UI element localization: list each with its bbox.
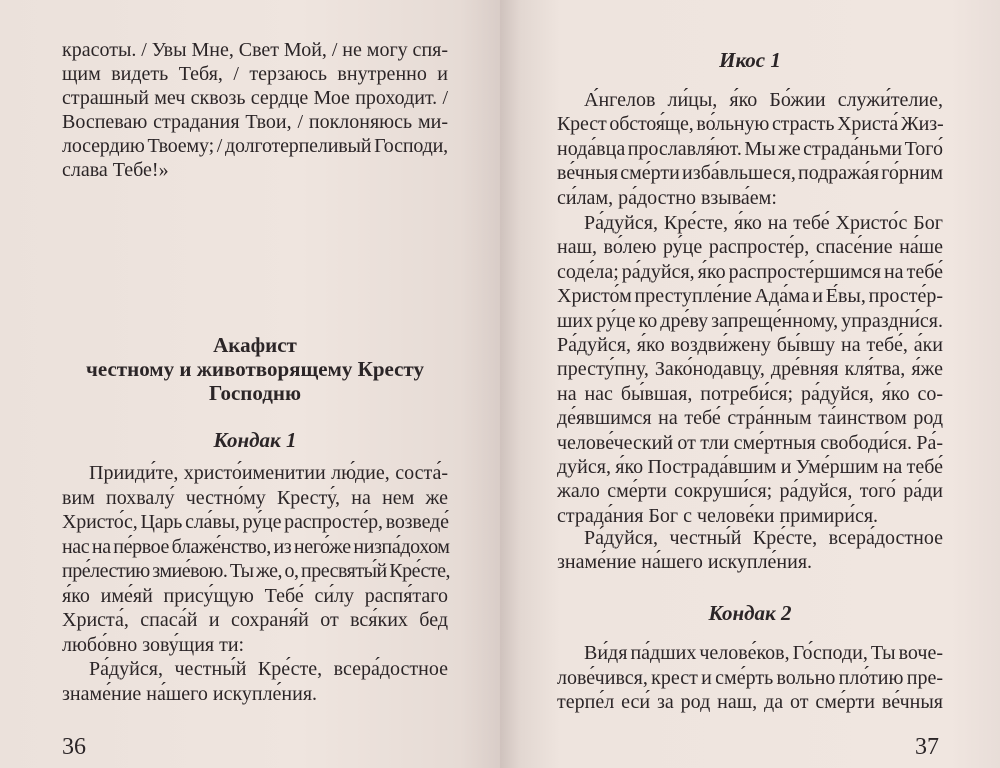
- text-line: я́ко име́яй прису́щую Тебе́ си́лу распя́таго: [62, 584, 448, 607]
- text-line: Ра́дуйся, я́ко воздви́жену бы́вшу на тебе́, а́ки: [557, 334, 943, 356]
- text-line: престу́пну, Зако́нодавцу, дре́вняя кля́тва, я́же: [557, 358, 943, 381]
- text-line: Христо́м преступле́ние Ада́ма и Е́вы, просте́р-: [557, 285, 943, 308]
- text-line: Ви́дя па́дших челове́ков, Го́споди, Ты воче-: [584, 642, 943, 664]
- right-page: [500, 0, 1000, 768]
- text-line: лове́чився, крест и сме́рть вольно пло́тию пре-: [557, 666, 943, 689]
- text-line: красоты. / Увы Мне, Свет Мой, / не могу спя-: [62, 39, 449, 61]
- text-line: вим похвалу́ честно́му Кресту́, на нем же: [62, 486, 448, 509]
- text-line: челове́ческий от тли сме́ртныя свободи́ся. Ра́-: [557, 431, 943, 454]
- text-line: знаме́ние на́шего искупле́ния.: [557, 551, 813, 574]
- text-line: на нас бы́вшая, потреби́ся; ра́дуйся, я́ко со-: [557, 382, 943, 405]
- text-line: щим видеть Тебя, / терзаюсь внутренно и: [62, 63, 448, 85]
- text-line: Воспеваю страдания Твои, / поклоняюсь ми-: [62, 111, 448, 133]
- text-line: Христо́с, Царь сла́вы, ру́це распросте́р, возведе́: [62, 511, 449, 533]
- page-number-right: 37: [915, 734, 939, 760]
- text-line: Христа́, спаса́й и сохраня́й от вся́ких бед: [62, 609, 448, 631]
- text-line: любо́вно зову́щия ти:: [62, 633, 245, 656]
- text-line: Ра́дуйся, честны́й Кре́сте, всера́достное: [584, 527, 943, 549]
- text-line: терпе́л еси́ за род наш, да от сме́рти ве́чныя: [557, 691, 943, 713]
- text-line: Крест обстоя́ще, во́льную страсть Христа́ Жиз-: [557, 113, 944, 136]
- section-title: Господню: [208, 381, 302, 405]
- section-subtitle: Икос 1: [719, 48, 781, 72]
- text-line: соде́ла; ра́дуйся, я́ко распросте́ршимся на тебе́: [557, 260, 943, 283]
- text-line: де́явшимся на тебе́ стра́нным та́инством род: [557, 407, 943, 430]
- section-subtitle: Кондак 2: [708, 601, 792, 625]
- text-line: жало сме́рти сокруши́ся; ра́дуйся, того́ ра́ди: [557, 480, 943, 503]
- page-number-left: 36: [62, 734, 86, 760]
- text-line: слава Тебе!»: [62, 159, 169, 181]
- text-line: А́нгелов ли́цы, я́ко Бо́жии служи́телие,: [584, 89, 943, 111]
- section-title: Акафист: [213, 333, 297, 357]
- text-line: лосердию Твоему; / долготерпеливый Господи,: [62, 135, 449, 157]
- text-line: ших ру́це ко дре́ву запреще́нному, упраздни́ся.: [557, 309, 943, 332]
- text-line: Прииди́те, христо́именитии лю́дие, соста́-: [89, 462, 448, 484]
- text-line: знаме́ние на́шего искупле́ния.: [62, 682, 318, 705]
- text-line: си́лам, ра́достно взыва́ем:: [557, 186, 777, 209]
- text-line: дуйся, я́ко Пострада́вшим и Уме́ршим на тебе́: [557, 456, 943, 478]
- text-line: пре́лестию змие́вою. Ты же, о, пресвяты́й Кре́сте,: [62, 560, 450, 582]
- section-subtitle: Кондак 1: [213, 428, 297, 452]
- text-line: наш, во́лею ру́це распросте́р, спасе́ние на́ше: [557, 236, 943, 259]
- text-line: Ра́дуйся, честны́й Кре́сте, всера́достное: [89, 658, 448, 680]
- text-line: Ра́дуйся, Кре́сте, я́ко на тебе́ Христо́с Бог: [584, 212, 943, 234]
- text-line: страда́ния Бог с челове́ки примири́ся.: [557, 504, 879, 527]
- text-line: страшный меч сквозь сердце Мое проходит. /: [62, 87, 448, 109]
- text-line: нода́вца прославля́ют. Мы же страда́ньми Того́: [557, 137, 943, 160]
- section-title: честному и животворящему Кресту: [86, 357, 424, 381]
- text-line: ве́чныя сме́рти изба́вльшеся, подража́я го́рним: [557, 162, 943, 185]
- text-line: нас на пе́рвое блаже́нство, из него́же низпа́дохом: [62, 535, 450, 558]
